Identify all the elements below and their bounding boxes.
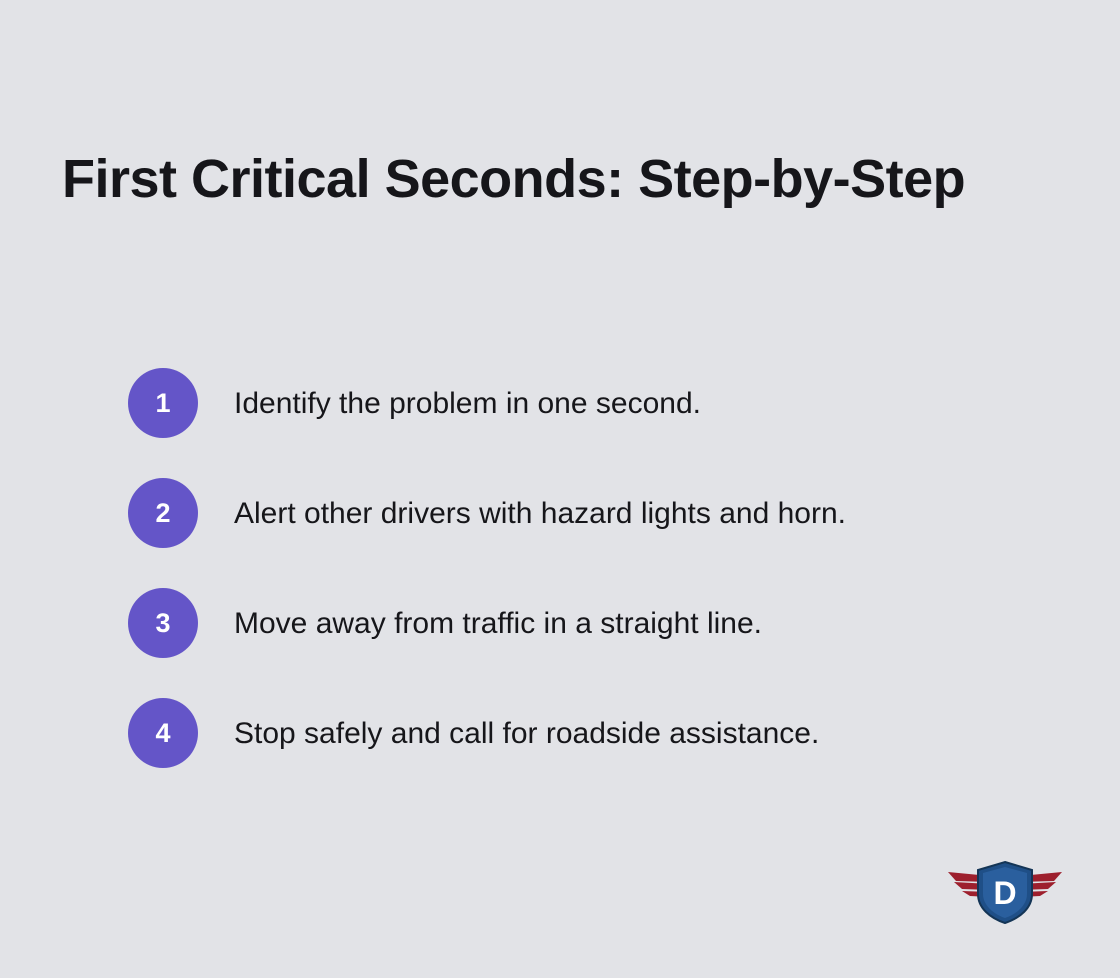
step-text: Stop safely and call for roadside assistance. [234,716,820,750]
list-item [128,368,1028,438]
step-text: Move away from traffic in a straight line. [234,606,762,640]
step-number-badge: 1 [128,368,198,438]
step-text: Identify the problem in one second. [234,386,701,420]
step-number-badge: 4 [128,698,198,768]
step-text: Alert other drivers with hazard lights and horn. [234,496,846,530]
list-item [128,698,1028,768]
step-number-badge: 3 [128,588,198,658]
page-title: First Critical Seconds: Step-by-Step [62,149,966,210]
step-number-badge: 2 [128,478,198,548]
svg-text:D: D [993,875,1017,911]
list-item [128,588,1028,658]
list-item [128,478,1028,548]
steps-list [128,368,1028,768]
winged-shield-d-logo [942,854,1068,926]
